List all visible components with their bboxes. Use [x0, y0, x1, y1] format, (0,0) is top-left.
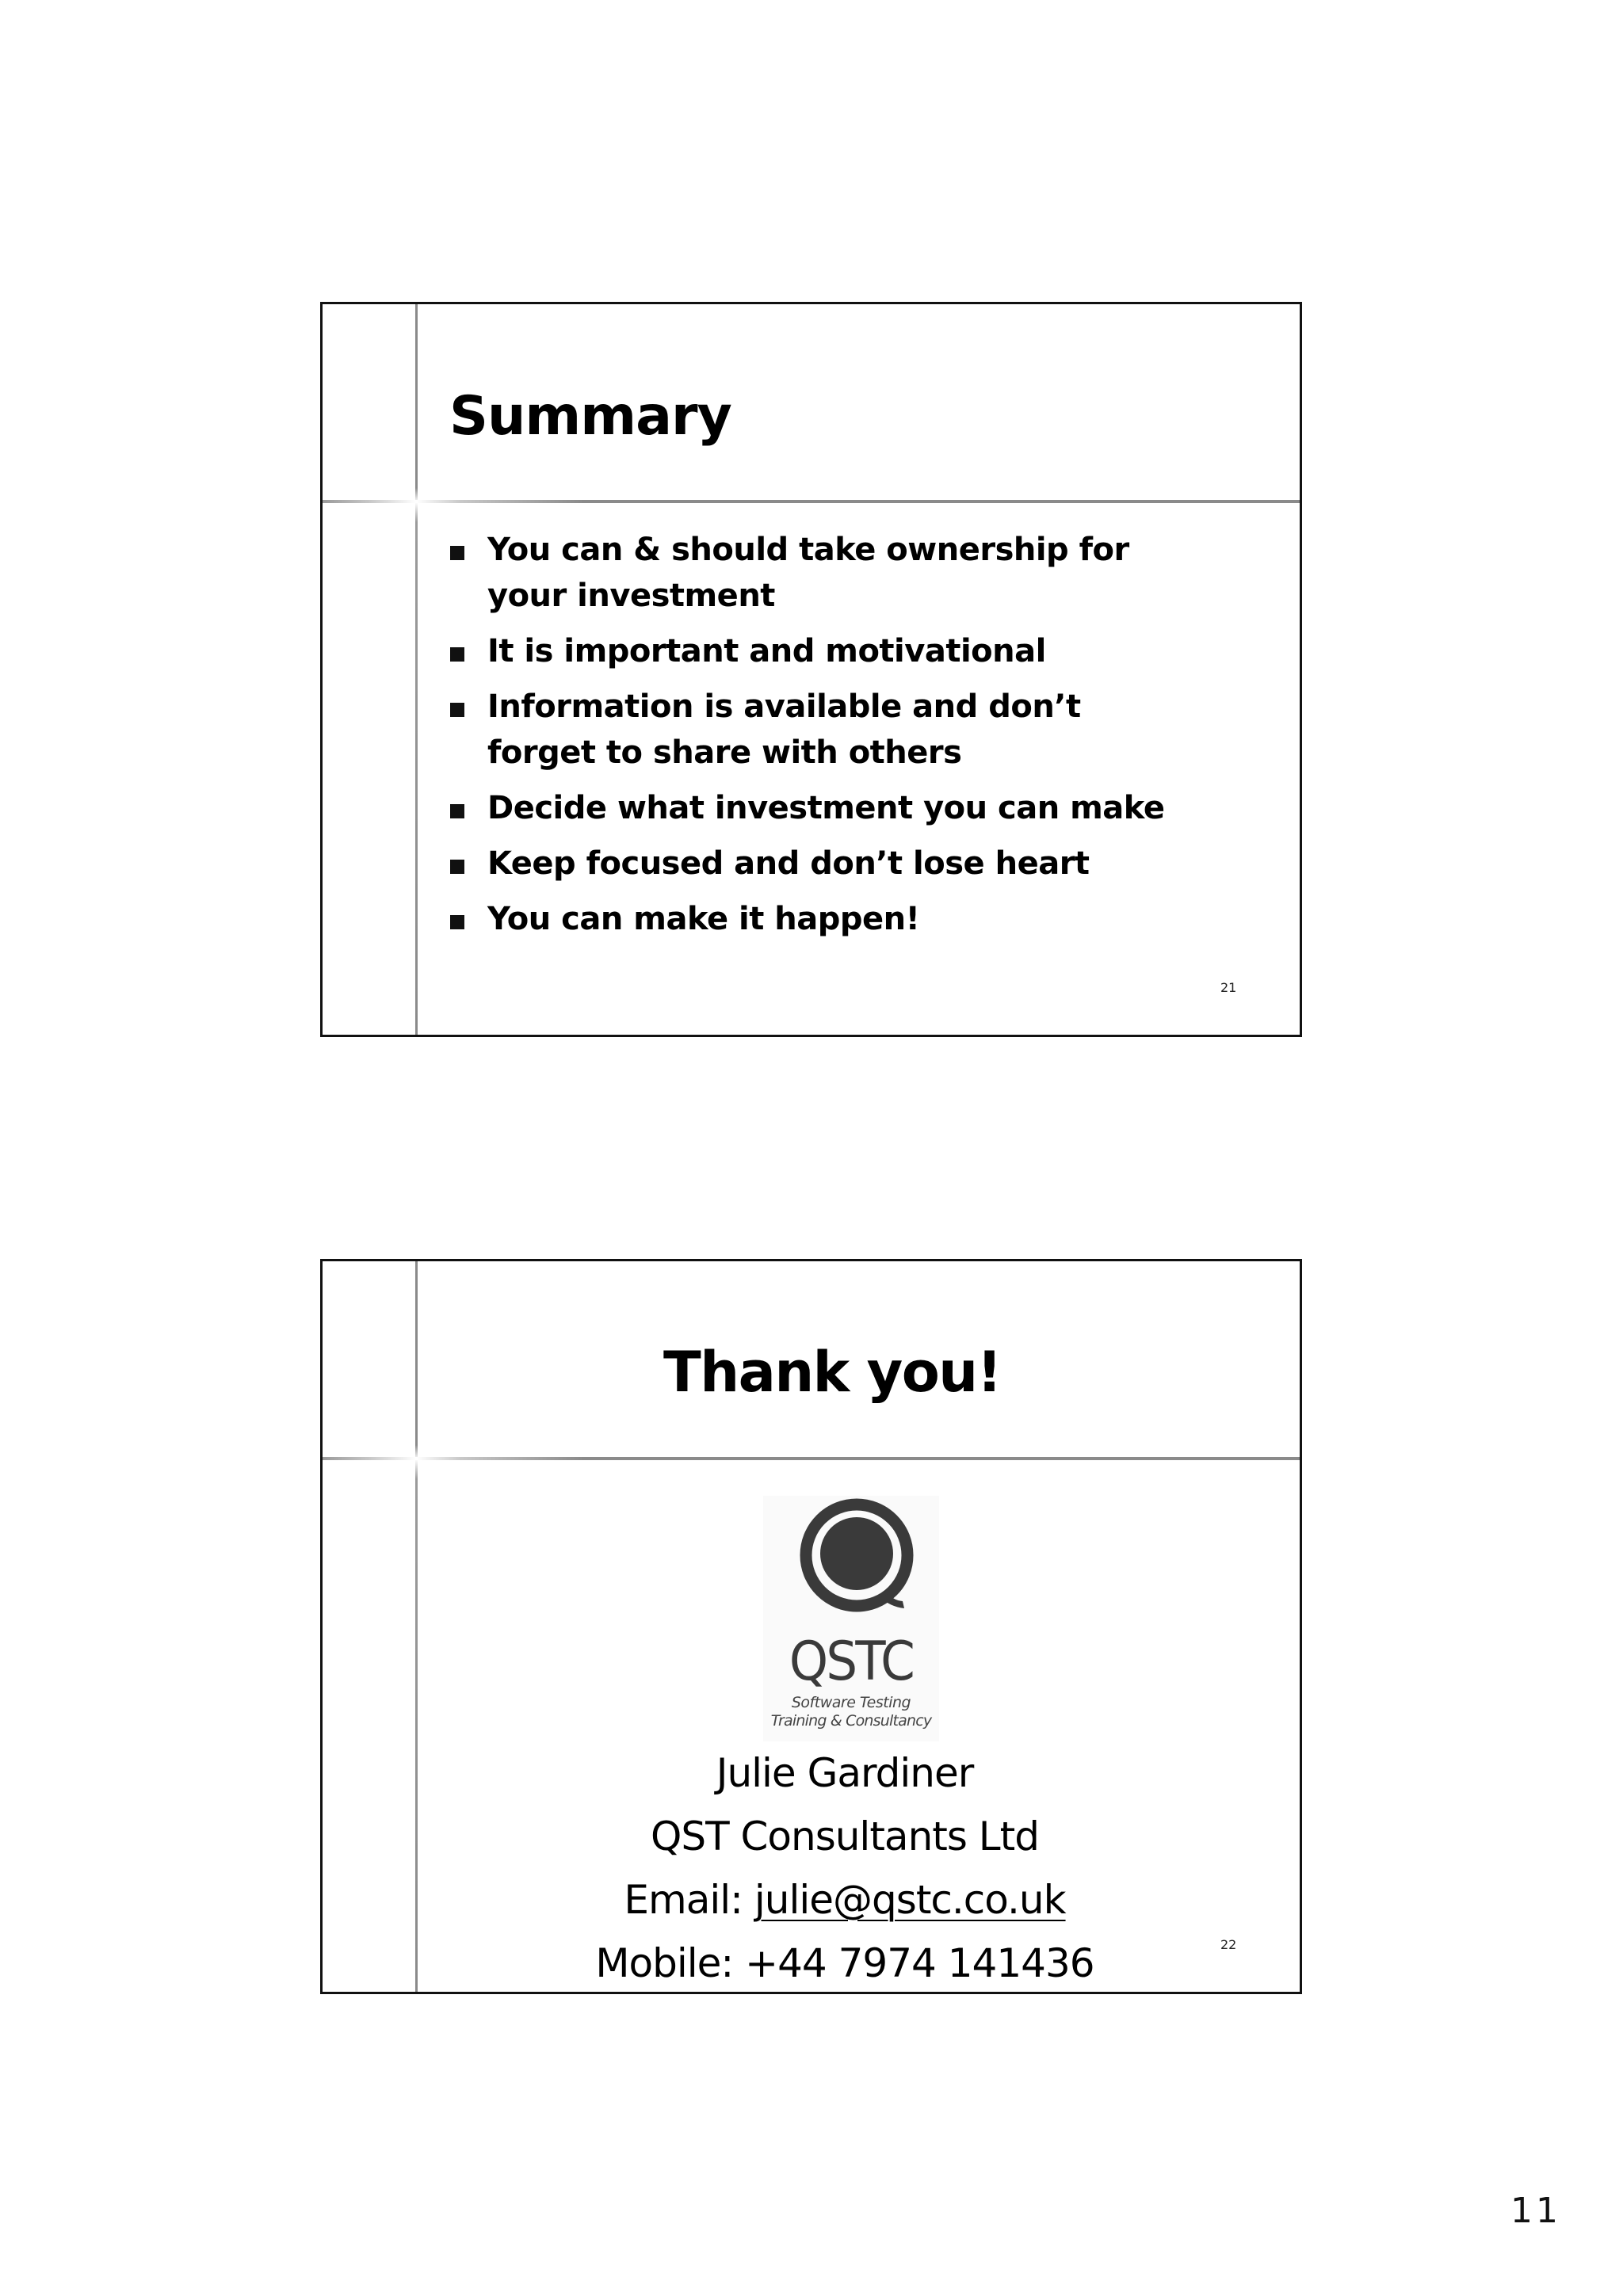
mobile-number: +44 7974 141436 [745, 1940, 1094, 1986]
bullet-text-continued: your investment [487, 578, 775, 614]
bullet-text: It is important and motivational [487, 633, 1046, 669]
square-bullet-icon [450, 915, 464, 929]
bullet-list [450, 527, 1274, 952]
slide-title: Thank you! [663, 1340, 1002, 1405]
slide-number: 22 [1220, 1937, 1237, 1952]
bullet-text: Information is available and don’t [487, 688, 1081, 725]
slide-number: 21 [1220, 980, 1237, 995]
slide-divider-horizontal [323, 500, 1300, 503]
email-label: Email: [624, 1877, 743, 1923]
bullet-item [450, 628, 1274, 674]
bullet-item [450, 785, 1274, 831]
contact-block [323, 1741, 1302, 1994]
square-bullet-icon [450, 647, 464, 662]
square-bullet-icon [450, 546, 464, 560]
slide-thank-you [320, 1259, 1302, 1994]
bullet-item [450, 896, 1274, 942]
square-bullet-icon [450, 804, 464, 818]
contact-company: QST Consultants Ltd [650, 1814, 1040, 1859]
bullet-text: You can & should take ownership for [487, 532, 1129, 568]
bullet-text: Keep focused and don’t lose heart [487, 845, 1090, 882]
mobile-label: Mobile: [595, 1940, 734, 1986]
page-number: 11 [1510, 2191, 1561, 2231]
contact-mobile-row [323, 1932, 1302, 1994]
qstc-logo [763, 1496, 939, 1741]
logo-tagline-line2: Training & Consultancy [770, 1712, 932, 1730]
bullet-text: Decide what investment you can make [487, 790, 1165, 826]
slide-divider-vertical [415, 304, 418, 1035]
bullet-item [450, 527, 1274, 619]
bullet-text-continued: forget to share with others [487, 734, 962, 771]
contact-email-row [323, 1868, 1302, 1932]
slide-divider-horizontal [323, 1457, 1300, 1460]
square-bullet-icon [450, 860, 464, 874]
square-bullet-icon [450, 703, 464, 717]
contact-name: Julie Gardiner [716, 1750, 974, 1796]
logo-tagline-line1: Software Testing [791, 1694, 911, 1711]
bullet-item [450, 841, 1274, 887]
slide-title: Summary [449, 385, 731, 448]
bullet-text: You can make it happen! [487, 901, 920, 937]
logo-wordmark: QSTC [789, 1630, 914, 1693]
slide-summary [320, 302, 1302, 1037]
email-link[interactable]: julie@qstc.co.uk [754, 1877, 1066, 1923]
bullet-item [450, 684, 1274, 776]
